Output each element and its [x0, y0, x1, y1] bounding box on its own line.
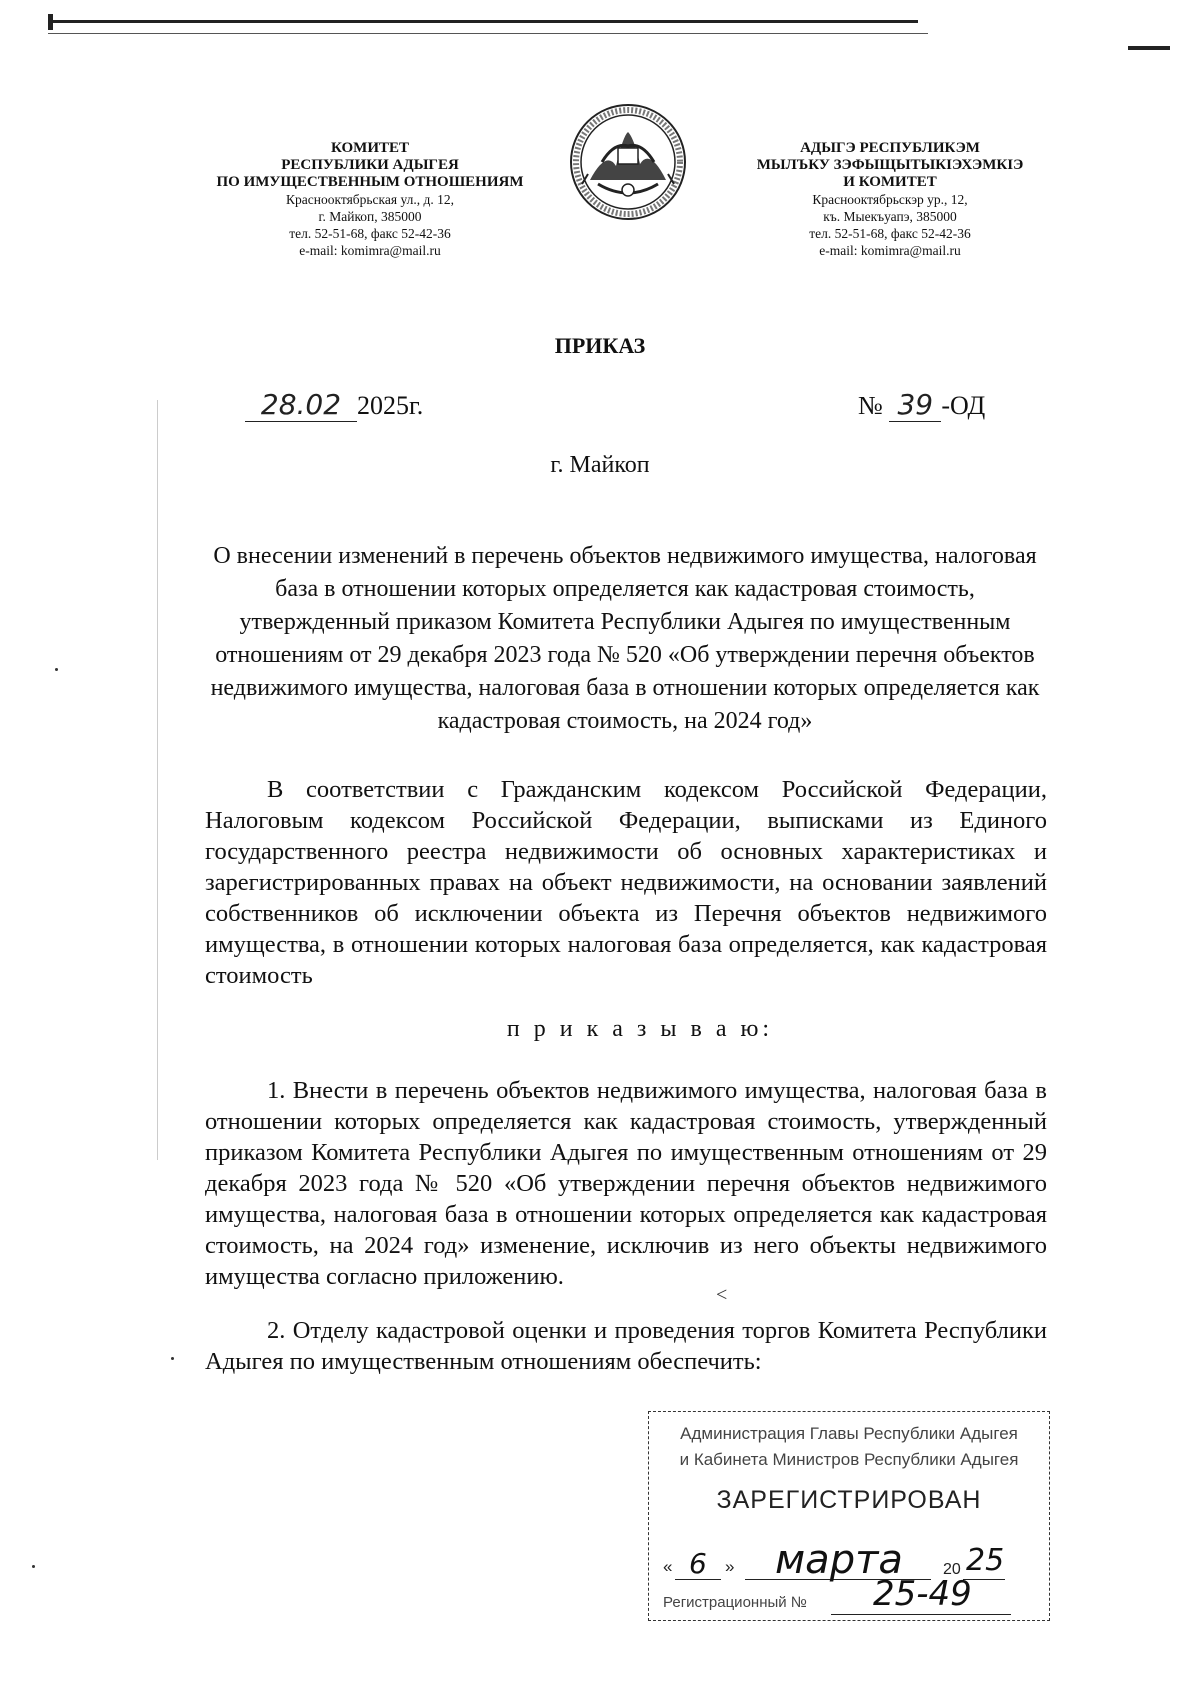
header-city: г. Майкоп, 385000	[318, 209, 422, 224]
header-city: къ. Мыекъуапэ, 385000	[823, 209, 957, 224]
header-address: Краснооктябрьскэр ур., 12,	[812, 192, 968, 207]
header-org-line: РЕСПУБЛИКИ АДЫГЕЯ	[281, 157, 459, 173]
scan-artifact	[48, 20, 918, 23]
header-phone: тел. 52-51-68, факс 52-42-36	[809, 226, 971, 241]
order-word: п р и к а з ы в а ю:	[506, 1016, 774, 1042]
handwritten-date: 28.02	[245, 388, 357, 422]
order-item	[205, 1315, 1047, 1377]
document-title: ПРИКАЗ	[554, 333, 646, 358]
order-item	[205, 1075, 1047, 1292]
scan-artifact	[32, 1565, 35, 1568]
preamble-paragraph	[205, 774, 1047, 991]
scan-artifact: <	[716, 1284, 728, 1306]
number-suffix: -ОД	[941, 391, 986, 420]
order-item-text: 2. Отделу кадастровой оценки и проведения торгов Комитета Республики Адыгея по имущественным отношениям обеспечить:	[205, 1317, 1047, 1375]
republic-of-adygea-coat-of-arms-icon	[568, 102, 688, 222]
header-org-line: МЫЛЪКУ ЗЭФЫЩЫТЫКІЭХЭМКІЭ	[756, 157, 1024, 173]
document-subject: О внесении изменений в перечень объектов недвижимого имущества, налоговая база в отношении которых определяется как кадастровая стоимость, утвержденный приказом Комитета Республики Адыгея по имущественным отношениям от 29 декабря 2023 года № 520 «Об утверждении перечня объектов недвижимого имущества, налоговая база в отношении которых определяется как кадастровая стоимость, на 2024 год»	[210, 543, 1040, 734]
header-left	[170, 140, 570, 259]
preamble-text: В соответствии с Гражданским кодексом Российской Федерации, Налоговым кодексом Российской Федерации, выписками из Единого государственного реестра недвижимости об основных характеристиках и зарегистрированных правах на объект недвижимости, на основании заявлений собственников об исключении объекта из Перечня объектов недвижимого имущества, в отношении которых налоговая база определяется, как кадастровая стоимость	[205, 776, 1047, 989]
scan-artifact	[1128, 46, 1170, 50]
scan-artifact	[171, 1357, 174, 1360]
handwritten-number: 39	[889, 388, 941, 422]
header-address: Краснооктябрьская ул., д. 12,	[286, 192, 454, 207]
header-right	[700, 140, 1080, 259]
stamp-authority-line: и Кабинета Министров Республики Адыгея	[679, 1450, 1019, 1469]
document-date	[245, 388, 423, 422]
stamp-status: ЗАРЕГИСТРИРОВАН	[716, 1486, 982, 1514]
stamp-quote-close: »	[725, 1557, 735, 1576]
date-year: 2025г.	[357, 391, 424, 420]
header-email: e-mail: komimra@mail.ru	[299, 243, 441, 258]
stamp-quote-open: «	[663, 1557, 673, 1576]
header-phone: тел. 52-51-68, факс 52-42-36	[289, 226, 451, 241]
scan-artifact	[55, 668, 58, 671]
document-city: г. Майкоп	[550, 452, 650, 478]
header-email: e-mail: komimra@mail.ru	[819, 243, 961, 258]
number-sign: №	[858, 391, 883, 420]
header-org-line: ПО ИМУЩЕСТВЕННЫМ ОТНОШЕНИЯМ	[216, 174, 524, 190]
order-item-text: 1. Внести в перечень объектов недвижимого имущества, налоговая база в отношении которых определяется как кадастровая стоимость, утвержденный приказом Комитета Республики Адыгея по имущественным отношениям от 29 декабря 2023 года № 520 «Об утверждении перечня объектов недвижимого имущества, налоговая база в отношении которых определяется как кадастровая стоимость, на 2024 год» изменение, исключив из него объекты недвижимого имущества согласно приложению.	[205, 1077, 1047, 1290]
scan-artifact	[157, 400, 158, 1160]
stamp-year-prefix: 20	[943, 1561, 961, 1578]
stamp-authority-line: Администрация Главы Республики Адыгея	[680, 1424, 1018, 1443]
stamp-reg-line	[663, 1574, 1043, 1616]
registration-stamp	[648, 1411, 1050, 1621]
header-org-line: КОМИТЕТ	[330, 140, 409, 156]
scan-artifact	[48, 33, 928, 34]
stamp-month: марта	[775, 1537, 903, 1583]
stamp-year-suffix: 25	[966, 1543, 1005, 1578]
stamp-date-line	[663, 1537, 1043, 1587]
stamp-reg-label: Регистрационный №	[663, 1594, 807, 1611]
document-number	[858, 388, 985, 422]
header-org-line: И КОМИТЕТ	[843, 174, 937, 190]
stamp-reg-number: 25-49	[873, 1574, 972, 1614]
header-org-line: АДЫГЭ РЕСПУБЛИКЭМ	[800, 140, 980, 156]
stamp-day: 6	[689, 1547, 707, 1580]
